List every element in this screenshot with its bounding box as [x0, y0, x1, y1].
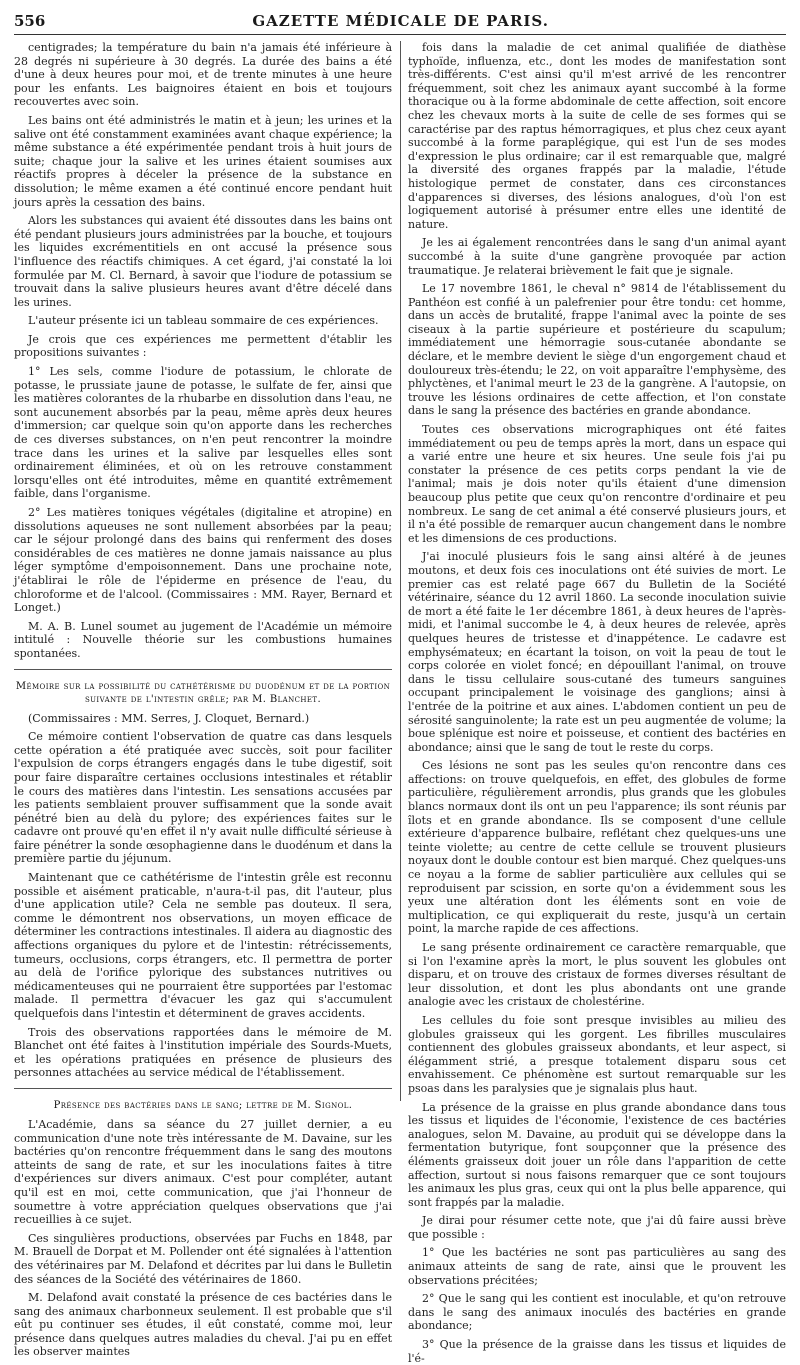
paragraph: L'auteur présente ici un tableau sommaire de ces expériences.: [28, 314, 379, 328]
paragraph: Ces lésions ne sont pas les seules qu'on rencontre dans ces affections: on trouve quelquefois, en effet, des globules de forme particulière, régulièrement arrondis, plus grands que les globules blancs normaux dont ils ont un peu l'apparence; ils sont réunis par îlots et en grande abondance. Ils se composent d'une cellule extérieure d'apparence bulbaire, reflétant chez quelques-uns une teinte violette; au centre de cette cellule se trouvent plusieurs noyaux dont le double contour est bien marqué. Chez quelques-uns ce noyau a la forme de sablier particulière aux cellules qui se reproduisent par scission, en sorte qu'on a évidemment sous les yeux une altération dont les éléments sont en voie de multiplication, ce qui expliquerait du reste, jusqu'à un certain point, la marche rapide de ces affections.: [408, 759, 786, 936]
column-divider: [400, 41, 401, 1101]
page-header: [14, 12, 786, 35]
paragraph: Les cellules du foie sont presque invisibles au milieu des globules graisseux qui les gorgent. Les fibrilles musculaires contiennent des globules graisseux abondants, et leur aspect, si élégamment strié, a presque totalement disparu sous cet envahissement. Ce phénomène est surtout remarquable sur les psoas dans les paralysies que je signalais plus haut.: [408, 1013, 786, 1095]
paragraph: Je crois que ces expériences me permettent d'établir les propositions suivantes :: [14, 332, 392, 360]
paragraph: M. Delafond avait constaté la présence de ces bactéries dans le sang des animaux charbonneux seulement. Il est probable que s'il eût pu continuer ses études, il eût constaté, comme moi, leur présence dans quelques autres maladies du cheval. J'ai pu en effet les observer maintes: [14, 1291, 392, 1359]
paragraph: 3° Que la présence de la graisse dans les tissus et liquides de l'é-: [408, 1338, 786, 1365]
paragraph: Ce mémoire contient l'observation de quatre cas dans lesquels cette opération a été pratiquée avec succès, soit pour faciliter l'expulsion de corps étrangers engagés dans le tube digestif, soit pour faire disparaître certaines occlusions intestinales et rétablir le cours des matières dans l'intestin. Les sensations accusées par les patients semblaient prouver suffisamment que la sonde avait pénétré bien au delà du pylore; des expériences faites sur le cadavre ont prouvé qu'en effet il n'y avait nulle difficulté sérieuse à faire pénétrer la sonde œsophagienne dans le duodénum et dans la première partie du jéjunum.: [14, 730, 392, 866]
section-rule: [14, 669, 392, 670]
paragraph: Trois des observations rapportées dans le mémoire de M. Blanchet ont été faites à l'institution impériale des Sourds-Muets, et les opérations pratiquées en présence de plusieurs des personnes attachées au service médical de l'établissement.: [14, 1025, 392, 1080]
paragraph: 2° Que le sang qui les contient est inoculable, et qu'on retrouve dans le sang des animaux inoculés des bactéries en grande abondance;: [408, 1292, 786, 1333]
paragraph: Je dirai pour résumer cette note, que j'ai dû faire aussi brève que possible :: [408, 1214, 786, 1241]
section-title: Mémoire sur la possibilité du cathétérisme du duodénum et de la portion suivante de l'intestin grêle; par M. Blanchet.: [15, 680, 391, 705]
paragraph: Les bains ont été administrés le matin et à jeun; les urines et la salive ont été constamment examinées avant chaque expérience; la même substance a été expérimentée pendant trois à huit jours de suite; chaque jour la salive et les urines étaient soumises aux réactifs propres à déceler la présence de la substance en dissolution; le même examen a été continué encore pendant huit jours après la cessation des bains.: [14, 113, 392, 209]
paragraph: M. A. B. Lunel soumet au jugement de l'Académie un mémoire intitulé : Nouvelle théorie sur les combustions humaines spontanées.: [14, 619, 392, 660]
paragraph: 2° Les matières toniques végétales (digitaline et atropine) en dissolutions aqueuses ne sont nullement absorbées par la peau; car le séjour prolongé dans des bains qui renferment des doses considérables de ces matières ne donne jamais naissance au plus léger symptôme d'empoisonnement. Dans une prochaine note, j'établirai le rôle de l'épiderme en présence de l'eau, du chloroforme et de l'alcool. (Commissaires : MM. Rayer, Bernard et Longet.): [14, 506, 392, 615]
paragraph: Le 17 novembre 1861, le cheval n° 9814 de l'établissement du Panthéon est confié à un palefrenier pour être tondu: cet homme, dans un accès de brutalité, frappe l'animal avec la pointe de ses ciseaux à la partie supérieure et postérieure du scapulum; immédiatement une hémorragie sous-cutanée abondante se déclare, et le membre devient le siège d'un engorgement chaud et douloureux très-étendu; le 22, on voit apparaître l'emphysème, des phlyctènes, et l'animal meurt le 23 de la gangrène. A l'autopsie, on trouve les lésions ordinaires de cette affection, et l'on constate dans le sang la présence des bactéries en grande abondance.: [408, 282, 786, 418]
paragraph: L'Académie, dans sa séance du 27 juillet dernier, a eu communication d'une note très intéressante de M. Davaine, sur les bactéries qu'on rencontre fréquemment dans le sang des moutons atteints de sang de rate, et sur les inoculations faites à titre d'expériences sur divers animaux. C'est pour compléter, autant qu'il est en moi, cette communication, que j'ai l'honneur de soumettre à votre appréciation quelques observations que j'ai recueillies à ce sujet.: [14, 1117, 392, 1227]
paragraph: La présence de la graisse en plus grande abondance dans tous les tissus et liquides de l'économie, l'existence de ces bactéries analogues, selon M. Davaine, au produit qui se développe dans la fermentation butyrique, font soupçonner que la présence des éléments graisseux doit jouer un rôle dans l'apparition de cette affection, surtout si nous faisons remarquer que ce sont toujours les animaux les plus gras, ceux qui ont la plus belle apparence, qui sont frappés par la maladie.: [408, 1100, 786, 1209]
paragraph: 1° Que les bactéries ne sont pas particulières au sang des animaux atteints de sang de rate, ainsi que le prouvent les observations précitées;: [408, 1246, 786, 1287]
paragraph: fois dans la maladie de cet animal qualifiée de diathèse typhoïde, influenza, etc., dont les modes de manifestation sont très-différents. C'est ainsi qu'il m'est arrivé de les rencontrer fréquemment, soit chez les animaux ayant succombé à la forme thoracique ou à la forme abdominale de cette affection, soit encore chez les chevaux morts à la suite de celle de ses formes qui se caractérise par des raptus hémorragiques, et plus chez ceux ayant succombé à la forme paraplégique, qui est l'un de ses modes d'expression le plus ordinaire; car il est remarquable que, malgré la diversité des organes frappés par la maladie, l'étude histologique permet de constater, dans ces circonstances d'apparences si diverses, des lésions analogues, d'où l'on est logiquement autorisé à présumer entre elles une identité de nature.: [408, 41, 786, 231]
paragraph: Ces singulières productions, observées par Fuchs en 1848, par M. Brauell de Dorpat et M. Pollender ont été signalées à l'attention des vétérinaires par M. Delafond et décrites par lui dans le Bulletin des séances de la Société des vétérinaires de 1860.: [14, 1231, 392, 1286]
paragraph: Alors les substances qui avaient été dissoutes dans les bains ont été pendant plusieurs jours administrées par la bouche, et toujours les liquides excrémentitiels en ont accusé la présence sous l'influence des réactifs chimiques. A cet égard, j'ai constaté la loi formulée par M. Cl. Bernard, à savoir que l'iodure de potassium se trouvait dans la salive plusieurs heures avant d'être décelé dans les urines.: [14, 214, 392, 309]
paragraph: J'ai inoculé plusieurs fois le sang ainsi altéré à de jeunes moutons, et deux fois ces inoculations ont été suivies de mort. Le premier cas est relaté page 667 du Bulletin de la Société vétérinaire, séance du 12 avril 1860. La seconde inoculation suivie de mort a été faite le 1er décembre 1861, à deux heures de l'après-midi, et l'animal succombe le 4, à deux heures de relevée, après quelques heures de tristesse et d'inappétence. Le cadavre est emphysémateux; en écartant la toison, on voit la peau de tout le corps colorée en violet foncé; en dépouillant l'animal, on trouve dans le tissu cellulaire sous-cutané des tumeurs sanguines occupant principalement le voisinage des ganglions; ainsi à l'entrée de la poitrine et aux aines. L'abdomen contient un peu de sérosité sanguinolente; la rate est un peu augmentée de volume; la boue splénique est noire et poisseuse, et contient des bactéries en abondance; ainsi que le sang de tout le reste du corps.: [408, 550, 786, 754]
paragraph: Toutes ces observations micrographiques ont été faites immédiatement ou peu de temps après la mort, dans un espace qui a varié entre une heure et six heures. Une seule fois j'ai pu constater la présence de ces petits corps pendant la vie de l'animal; mais je dois noter qu'ils étaient d'une dimension beaucoup plus petite que ceux qu'on rencontre d'ordinaire et peu nombreux. Le sang de cet animal a été conservé plusieurs jours, et il n'a été possible de remarquer aucun changement dans le nombre et les dimensions de ces productions.: [408, 423, 786, 545]
section-title: Présence des bactéries dans le sang; lettre de M. Signol.: [53, 1099, 353, 1111]
right-column: [408, 41, 786, 1365]
paragraph: Maintenant que ce cathétérisme de l'intestin grêle est reconnu possible et aisément praticable, n'aura-t-il pas, dit l'auteur, plus d'une application utile? Cela ne semble pas douteux. Il sera, comme le démontrent nos observations, un moyen efficace de déterminer les contractions intestinales. Il aidera au diagnostic des affections organiques du pylore et de l'intestin: rétrécissements, tumeurs, occlusions, corps étrangers, etc. Il permettra de porter au delà de l'orifice pylorique des substances nutritives ou médicamenteuses qui ne pourraient être supportées par l'estomac malade. Il permettra d'évacuer les gaz qui s'accumulent quelquefois dans l'intestin et déterminent de graves accidents.: [14, 871, 392, 1020]
section-rule: [14, 1088, 392, 1089]
text-columns: [14, 41, 786, 1365]
commission-line: (Commissaires : MM. Serres, J. Cloquet, Bernard.): [28, 711, 310, 725]
paragraph: centigrades; la température du bain n'a jamais été inférieure à 28 degrés ni supérieure à 30 degrés. La durée des bains a été d'une à deux heures pour moi, et de trente minutes à une heure pour les enfants. Les baignoires étaient en bois et toujours recouvertes avec soin.: [14, 41, 392, 109]
paragraph: Le sang présente ordinairement ce caractère remarquable, que si l'on l'examine après la mort, le plus souvent les globules ont disparu, et on trouve des cristaux de formes diverses résultant de leur dissolution, et dont les plus abondants ont une grande analogie avec les cristaux de cholestérine.: [408, 941, 786, 1009]
left-column: [14, 41, 392, 1359]
page-number: 556: [14, 12, 46, 30]
paragraph: 1° Les sels, comme l'iodure de potassium, le chlorate de potasse, le prussiate jaune de potasse, le sulfate de fer, ainsi que les matières colorantes de la rhubarbe en dissolution dans l'eau, ne sont aucunement absorbés par la peau, même après deux heures d'immersion; car quelque soin qu'on apporte dans les recherches de ces diverses substances, on n'en peut rencontrer la moindre trace dans les urines et la salive par lesquelles elles sont ordinairement éliminées, et où on les retrouve constamment lorsqu'elles ont été introduites, même en quantité extrêmement faible, dans l'organisme.: [14, 365, 392, 501]
paragraph: Je les ai également rencontrées dans le sang d'un animal ayant succombé à la suite d'une gangrène provoquée par action traumatique. Je relaterai brièvement le fait que je signale.: [408, 236, 786, 277]
journal-title: GAZETTE MÉDICALE DE PARIS.: [252, 12, 549, 30]
